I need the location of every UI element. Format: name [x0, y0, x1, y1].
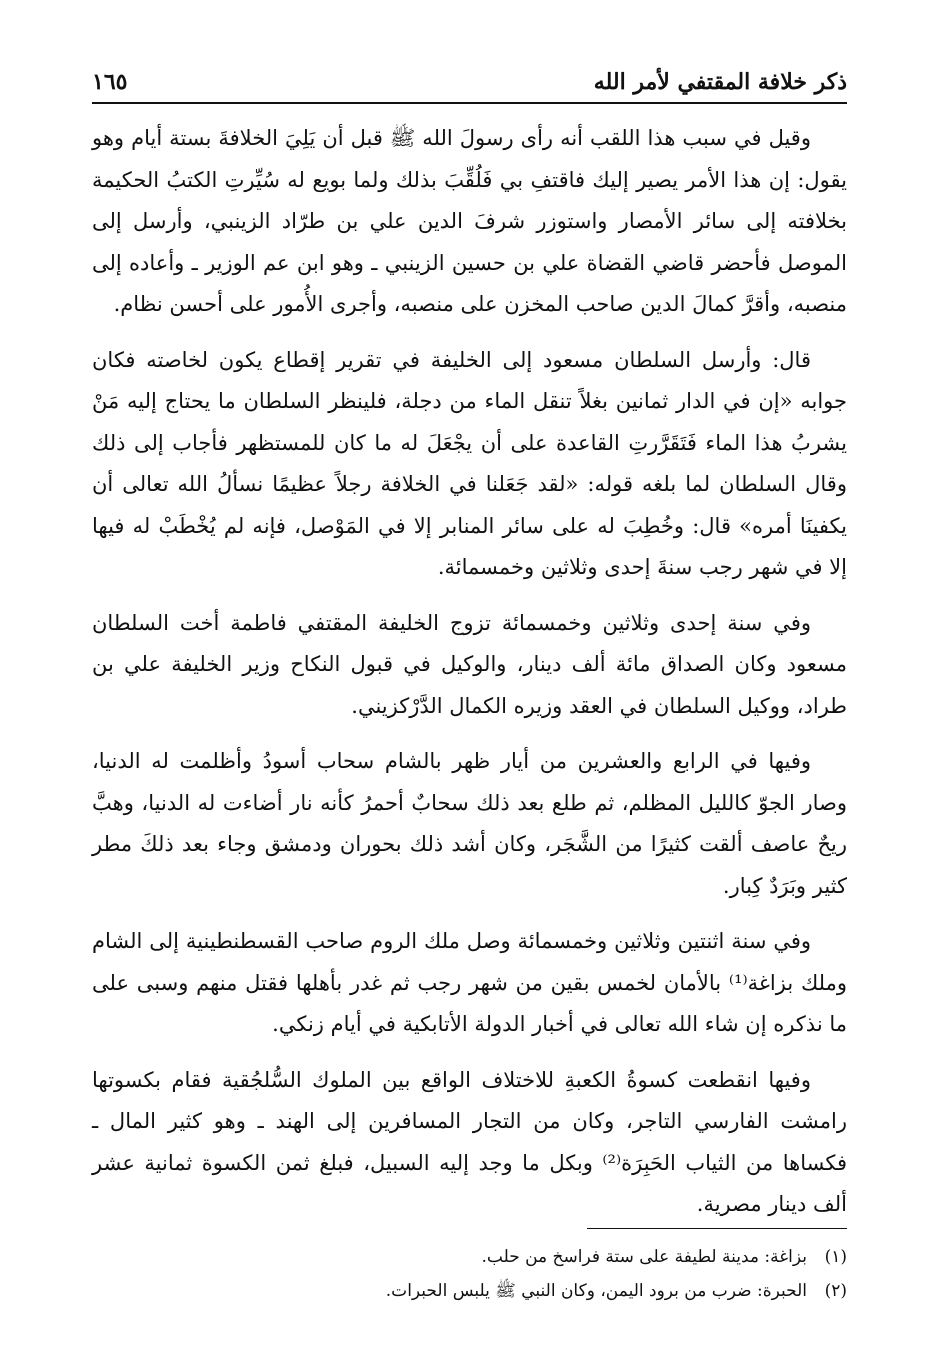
page-header	[92, 62, 847, 104]
footnote	[92, 1274, 847, 1308]
paragraph: وفيها في الرابع والعشرين من أيار ظهر بالشام سحاب أسودُ وأظلمت له الدنيا، وصار الجوّ كالليل المظلم، ثم طلع بعد ذلك سحابٌ أحمرُ كأنه نار أضاءت له الدنيا، وهبَّ ريحٌ عاصف ألقت كثيرًا من الشَّجَر، وكان أشد ذلك بحوران ودمشق وجاء بعد ذلكَ مطر كثير وبَرَدٌ كِبار.	[92, 749, 847, 898]
running-title: ذكر خلافة المقتفي لأمر الله	[593, 69, 847, 95]
footnote	[92, 1240, 847, 1274]
paragraph: وفي سنة اثنتين وثلاثين وخمسمائة وصل ملك الروم صاحب القسطنطينية إلى الشام وملك بزاغة⁽¹⁾ بالأمان لخمس بقين من شهر رجب ثم غدر بأهلها فقتل منهم وسبى على ما نذكره إن شاء الله تعالى في أخبار الدولة الأتابكية في أيام زنكي.	[92, 929, 847, 1036]
paragraph: قال: وأرسل السلطان مسعود إلى الخليفة في تقرير إقطاع يكون لخاصته فكان جوابه «إن في الدار ثمانين بغلاً تنقل الماء من دجلة، فلينظر السلطان ما يحتاج إليه مَنْ يشربُ هذا الماء فَتَقَرَّرتِ القاعدة على أن يجْعَلَ له ما كان للمستظهر فأجاب إلى ذلك وقال السلطان لما بلغه قوله: «لقد جَعَلنا في الخلافة رجلاً عظيمًا نسألُ الله تعالى أن يكفينَا أمره» قال: وخُطِبَ له على سائر المنابر إلا في المَوْصل، فإنه لم يُخْطَبْ له فيها إلا في شهر رجب سنةَ إحدى وثلاثين وخمسمائة.	[92, 347, 847, 579]
paragraph: وفي سنة إحدى وثلاثين وخمسمائة تزوج الخليفة المقتفي فاطمة أخت السلطان مسعود وكان الصداق مائة ألف دينار، والوكيل في قبول النكاح وزير الخليفة علي بن طراد، ووكيل السلطان في العقد وزيره الكمال الدَّرْكزيني.	[92, 610, 847, 718]
footnote-text: بزاغة: مدينة لطيفة على ستة فراسخ من حلب.	[481, 1247, 807, 1267]
footnote-divider	[587, 1228, 847, 1229]
footnote-number: (١)	[824, 1247, 847, 1267]
footnote-text: الحبرة: ضرب من برود اليمن، وكان النبي ﷺ يلبس الحبرات.	[385, 1281, 807, 1301]
page-number: ١٦٥	[92, 69, 128, 95]
paragraph: وفيها انقطعت كسوةُ الكعبةِ للاختلاف الواقع بين الملوك السُّلجُقية فقام بكسوتها رامشت الفارسي التاجر، وكان من التجار المسافرين إلى الهند ـ وهو كثير المال ـ فكساها من الثياب الحَبِرَة⁽²⁾ وبكل ما وجد إليه السبيل، فبلغ ثمن الكسوة ثمانية عشر ألف دينار مصرية.	[92, 1067, 847, 1216]
paragraph: وقيل في سبب هذا اللقب أنه رأى رسولَ الله ﷺ قبل أن يَلِيَ الخلافةَ بستة أيام وهو يقول: إن هذا الأمر يصير إليك فاقتفِ بي فَلُقِّبَ بذلك ولما بويع له سُيِّرتِ الكتبُ الحكيمة بخلافته إلى سائر الأمصار واستوزر شرفَ الدين علي بن طرّاد الزينبي، وأرسل إلى الموصل فأحضر قاضي القضاة علي بن حسين الزينبي ـ وهو ابن عم الوزير ـ وأعاده إلى منصبه، وأقرَّ كمالَ الدين صاحب المخزن على منصبه، وأجرى الأُمور على أحسن نظام.	[92, 126, 847, 316]
footnotes	[92, 1240, 847, 1308]
body-text	[92, 118, 847, 1240]
footnote-number: (٢)	[824, 1281, 847, 1301]
